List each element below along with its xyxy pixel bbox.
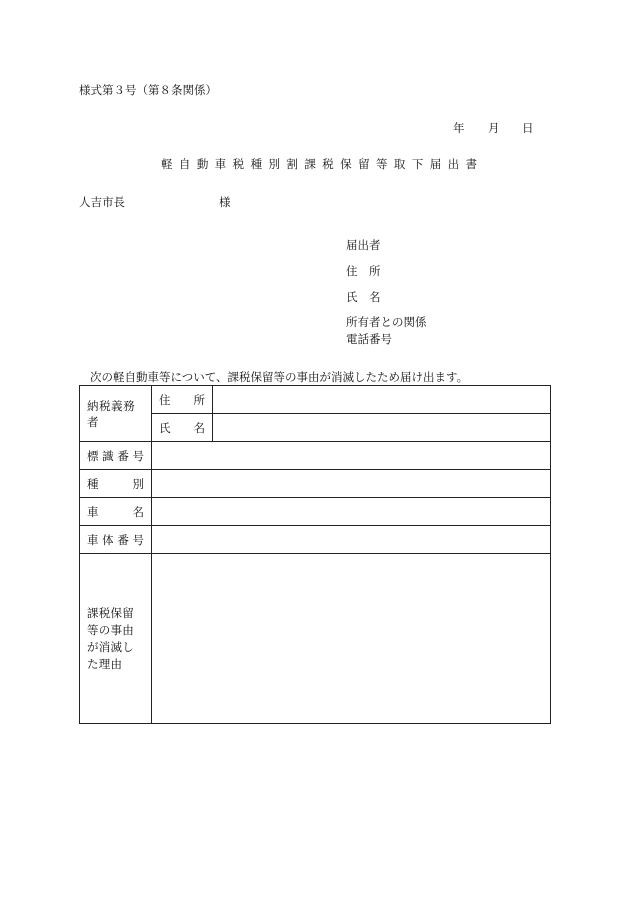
date-day: 日 xyxy=(522,121,534,135)
chassis-char-3: 番 xyxy=(117,532,129,547)
vehicle-name-field[interactable] xyxy=(152,498,551,526)
address-char-2: 所 xyxy=(193,392,205,407)
form-number: 様式第３号（第８条関係） xyxy=(79,83,217,97)
addressee-city: 人吉市長 xyxy=(79,195,125,209)
page-title: 軽 自 動 車 税 種 別 割 課 税 保 留 等 取 下 届 出 書 xyxy=(161,157,479,171)
chassis-char-1: 車 xyxy=(87,532,99,547)
type-char-1: 種 xyxy=(87,476,99,491)
notifier-address-label: 住 所 xyxy=(346,264,381,278)
reason-field[interactable] xyxy=(152,554,551,724)
notifier-relation-label: 所有者との関係 xyxy=(346,315,427,329)
notifier-phone-label: 電話番号 xyxy=(346,332,392,346)
taxpayer-name-label xyxy=(152,414,213,442)
notifier-name-label: 氏 名 xyxy=(346,290,381,304)
plate-char-4: 号 xyxy=(132,448,144,463)
vehicle-char-2: 名 xyxy=(132,504,144,519)
plate-number-label xyxy=(80,442,152,470)
date-month: 月 xyxy=(488,121,500,135)
reason-label: 課税保留等の事由が消滅した理由 xyxy=(80,554,152,724)
type-field[interactable] xyxy=(152,470,551,498)
form-table xyxy=(79,385,551,724)
chassis-number-label xyxy=(80,526,152,554)
date-year: 年 xyxy=(453,121,465,135)
chassis-char-4: 号 xyxy=(132,532,144,547)
statement-text: 次の軽自動車等について、課税保留等の事由が消滅したため届け出ます。 xyxy=(90,370,469,384)
address-char-1: 住 xyxy=(159,392,171,407)
type-label xyxy=(80,470,152,498)
plate-char-1: 標 xyxy=(87,448,99,463)
taxpayer-address-field[interactable] xyxy=(213,386,551,414)
plate-char-2: 識 xyxy=(102,448,114,463)
name-char-2: 名 xyxy=(193,420,205,435)
taxpayer-name-field[interactable] xyxy=(213,414,551,442)
addressee-honorific: 様 xyxy=(219,195,231,209)
vehicle-char-1: 車 xyxy=(87,504,99,519)
taxpayer-address-label xyxy=(152,386,213,414)
type-char-2: 別 xyxy=(132,476,144,491)
name-char-1: 氏 xyxy=(159,420,171,435)
plate-char-3: 番 xyxy=(117,448,129,463)
vehicle-name-label xyxy=(80,498,152,526)
chassis-number-field[interactable] xyxy=(152,526,551,554)
notifier-heading: 届出者 xyxy=(346,238,381,252)
chassis-char-2: 体 xyxy=(102,532,114,547)
taxpayer-label: 納税義務者 xyxy=(80,386,152,442)
plate-number-field[interactable] xyxy=(152,442,551,470)
